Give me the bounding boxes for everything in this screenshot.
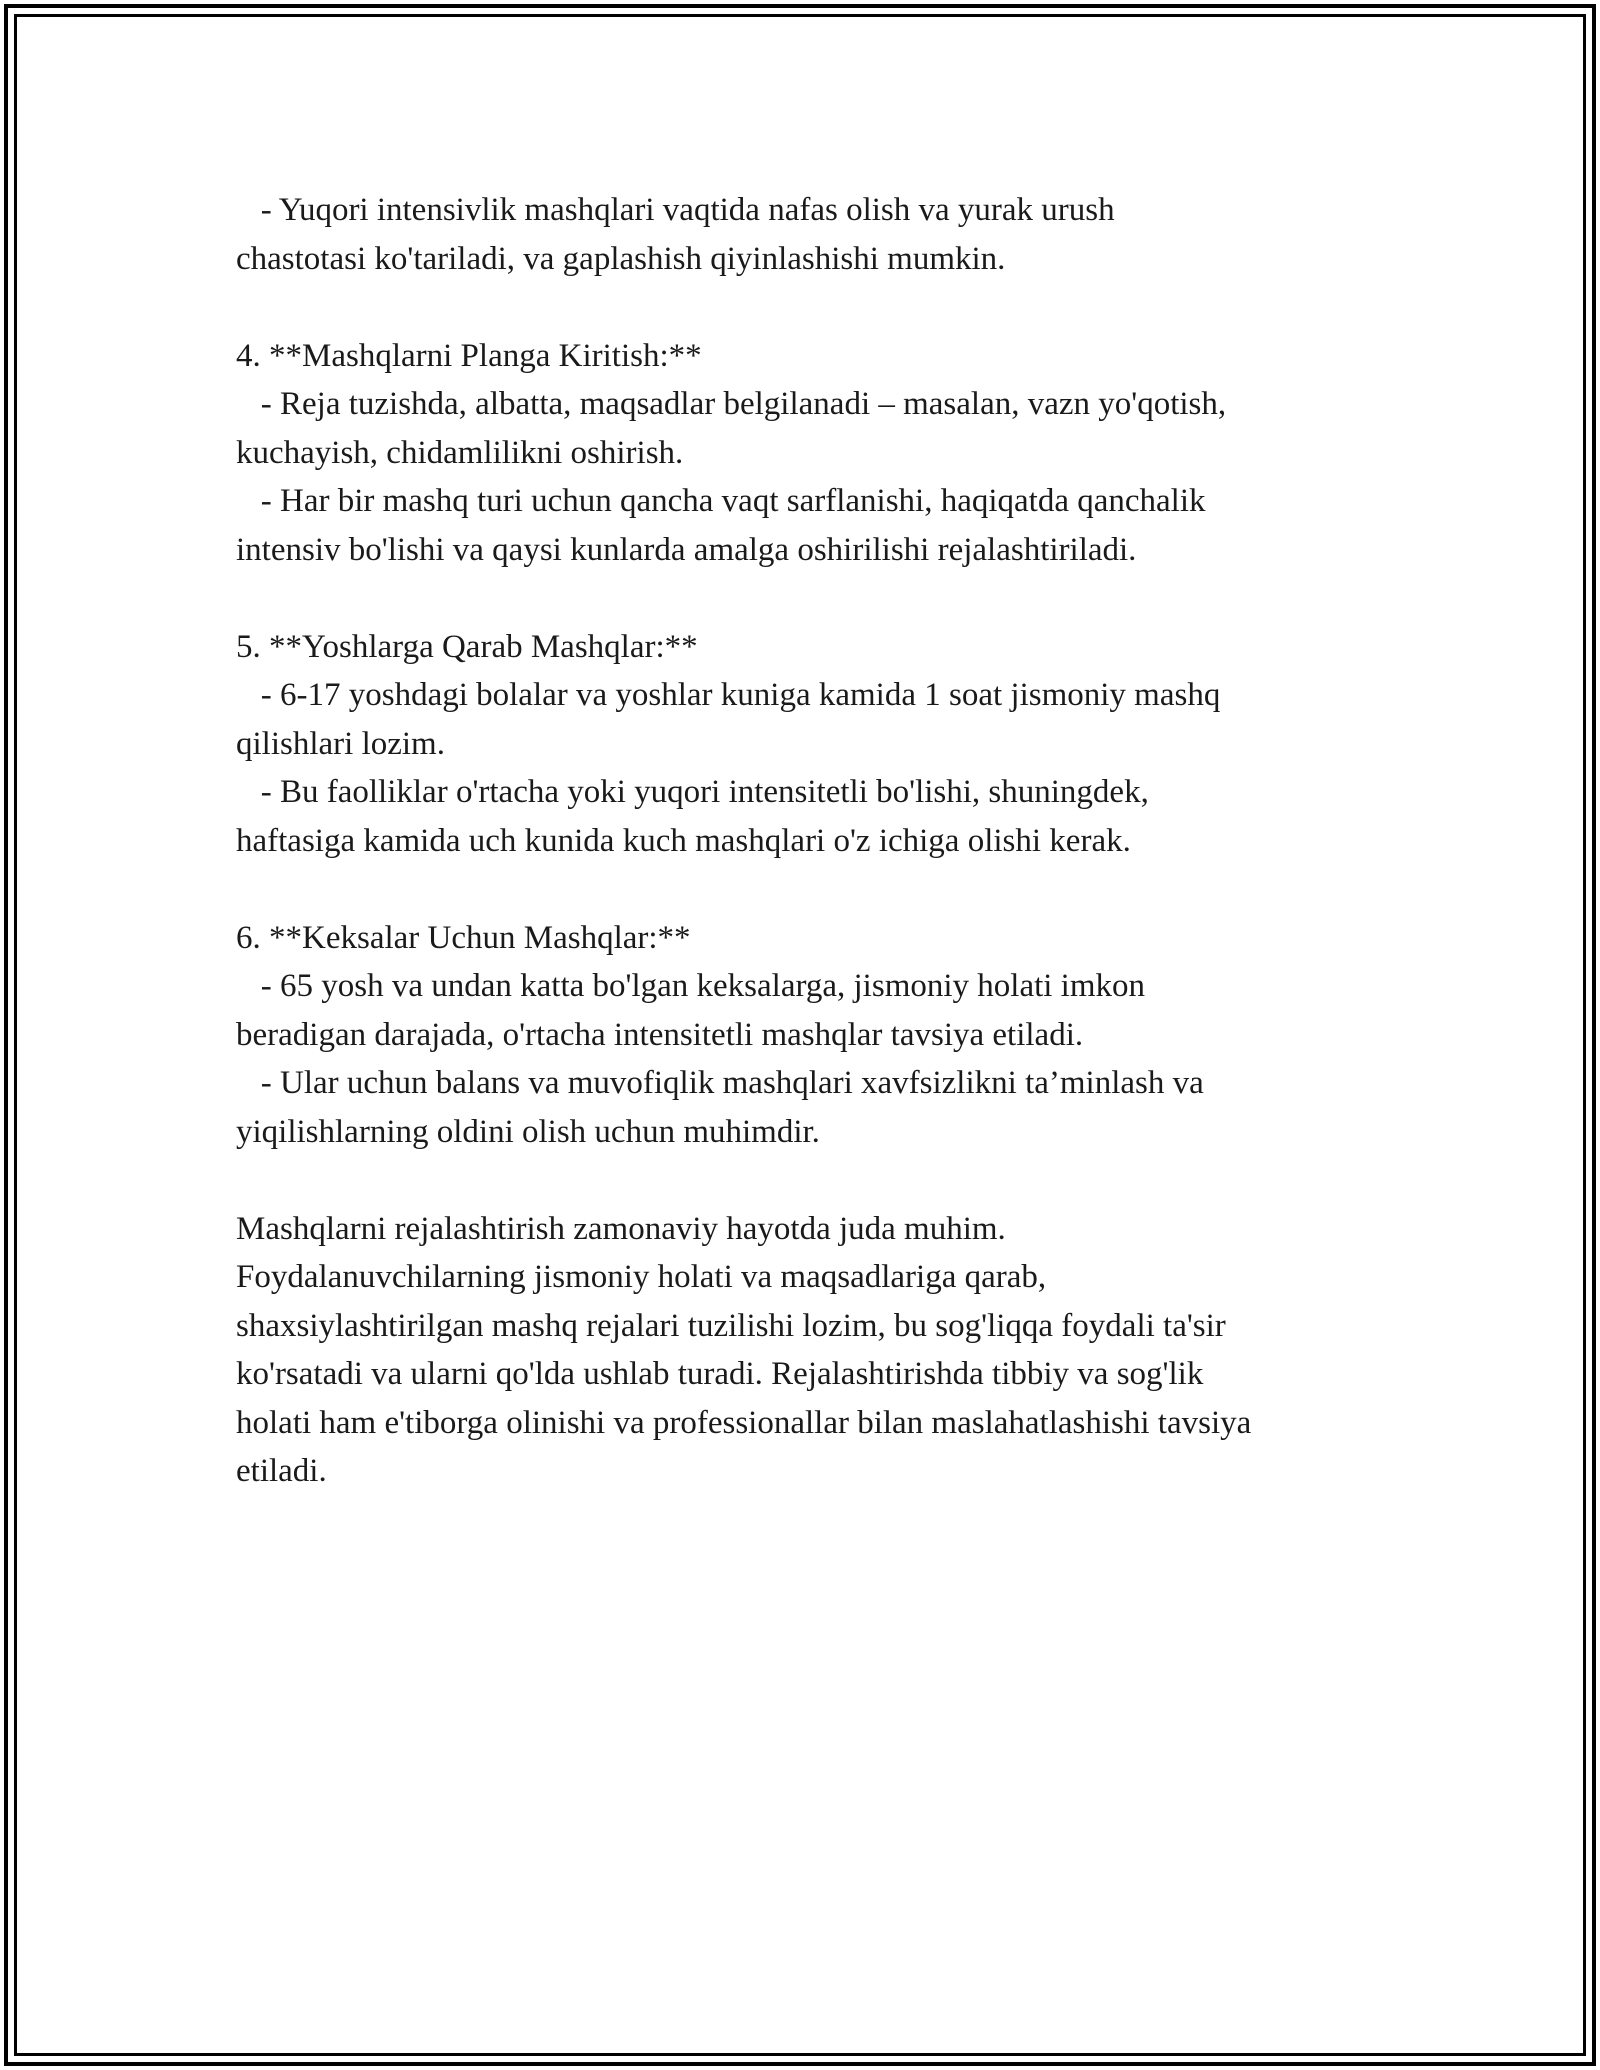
- text-line: shaxsiylashtirilgan mashq rejalari tuzilishi lozim, bu sog'liqqa foydali ta'sir: [236, 1307, 1226, 1344]
- document-body: [236, 186, 1386, 1496]
- text-line: haftasiga kamida uch kunida kuch mashqlari o'z ichiga olishi kerak.: [236, 822, 1131, 859]
- text-line: ko'rsatadi va ularni qo'lda ushlab turadi. Rejalashtirishda tibbiy va sog'lik: [236, 1356, 1204, 1392]
- paragraph-spacer: [236, 865, 1386, 914]
- paragraph-spacer: [236, 283, 1386, 332]
- text-line: chastotasi ko'tariladi, va gaplashish qiyinlashishi mumkin.: [236, 240, 1006, 277]
- text-line: - 6-17 yoshdagi bolalar va yoshlar kuniga kamida 1 soat jismoniy mashq: [236, 677, 1221, 713]
- text-line: kuchayish, chidamlilikni oshirish.: [236, 434, 684, 471]
- section-heading: 4. **Mashqlarni Planga Kiritish:**: [236, 337, 702, 374]
- text-line: yiqilishlarning oldini olish uchun muhimdir.: [236, 1113, 820, 1150]
- text-line: Foydalanuvchilarning jismoniy holati va maqsadlariga qarab,: [236, 1259, 1047, 1295]
- section-6: [236, 914, 1386, 1157]
- text-line: - Yuqori intensivlik mashqlari vaqtida nafas olish va yurak urush: [236, 192, 1115, 228]
- text-line: - 65 yosh va undan katta bo'lgan keksalarga, jismoniy holati imkon: [236, 968, 1146, 1004]
- paragraph-spacer: [236, 574, 1386, 623]
- section-4: [236, 332, 1386, 575]
- text-line: - Reja tuzishda, albatta, maqsadlar belgilanadi – masalan, vazn yo'qotish,: [236, 386, 1227, 422]
- text-line: intensiv bo'lishi va qaysi kunlarda amalga oshirilishi rejalashtiriladi.: [236, 531, 1137, 568]
- section-heading: 6. **Keksalar Uchun Mashqlar:**: [236, 919, 691, 956]
- text-line: qilishlari lozim.: [236, 725, 445, 762]
- text-line: - Ular uchun balans va muvofiqlik mashqlari xavfsizlikni ta’minlash va: [236, 1065, 1204, 1101]
- text-line: - Har bir mashq turi uchun qancha vaqt sarflanishi, haqiqatda qanchalik: [236, 483, 1206, 519]
- paragraph-spacer: [236, 1156, 1386, 1205]
- text-line: holati ham e'tiborga olinishi va professionallar bilan maslahatlashishi tavsiya: [236, 1404, 1252, 1441]
- text-line: etiladi.: [236, 1453, 327, 1489]
- intensity-paragraph: [236, 186, 1386, 283]
- text-line: beradigan darajada, o'rtacha intensitetli mashqlar tavsiya etiladi.: [236, 1016, 1084, 1053]
- conclusion-paragraph: [236, 1205, 1386, 1496]
- section-5: [236, 623, 1386, 866]
- text-line: Mashqlarni rejalashtirish zamonaviy hayotda juda muhim.: [236, 1210, 1006, 1247]
- section-heading: 5. **Yoshlarga Qarab Mashqlar:**: [236, 628, 698, 665]
- text-line: - Bu faolliklar o'rtacha yoki yuqori intensitetli bo'lishi, shuningdek,: [236, 774, 1149, 810]
